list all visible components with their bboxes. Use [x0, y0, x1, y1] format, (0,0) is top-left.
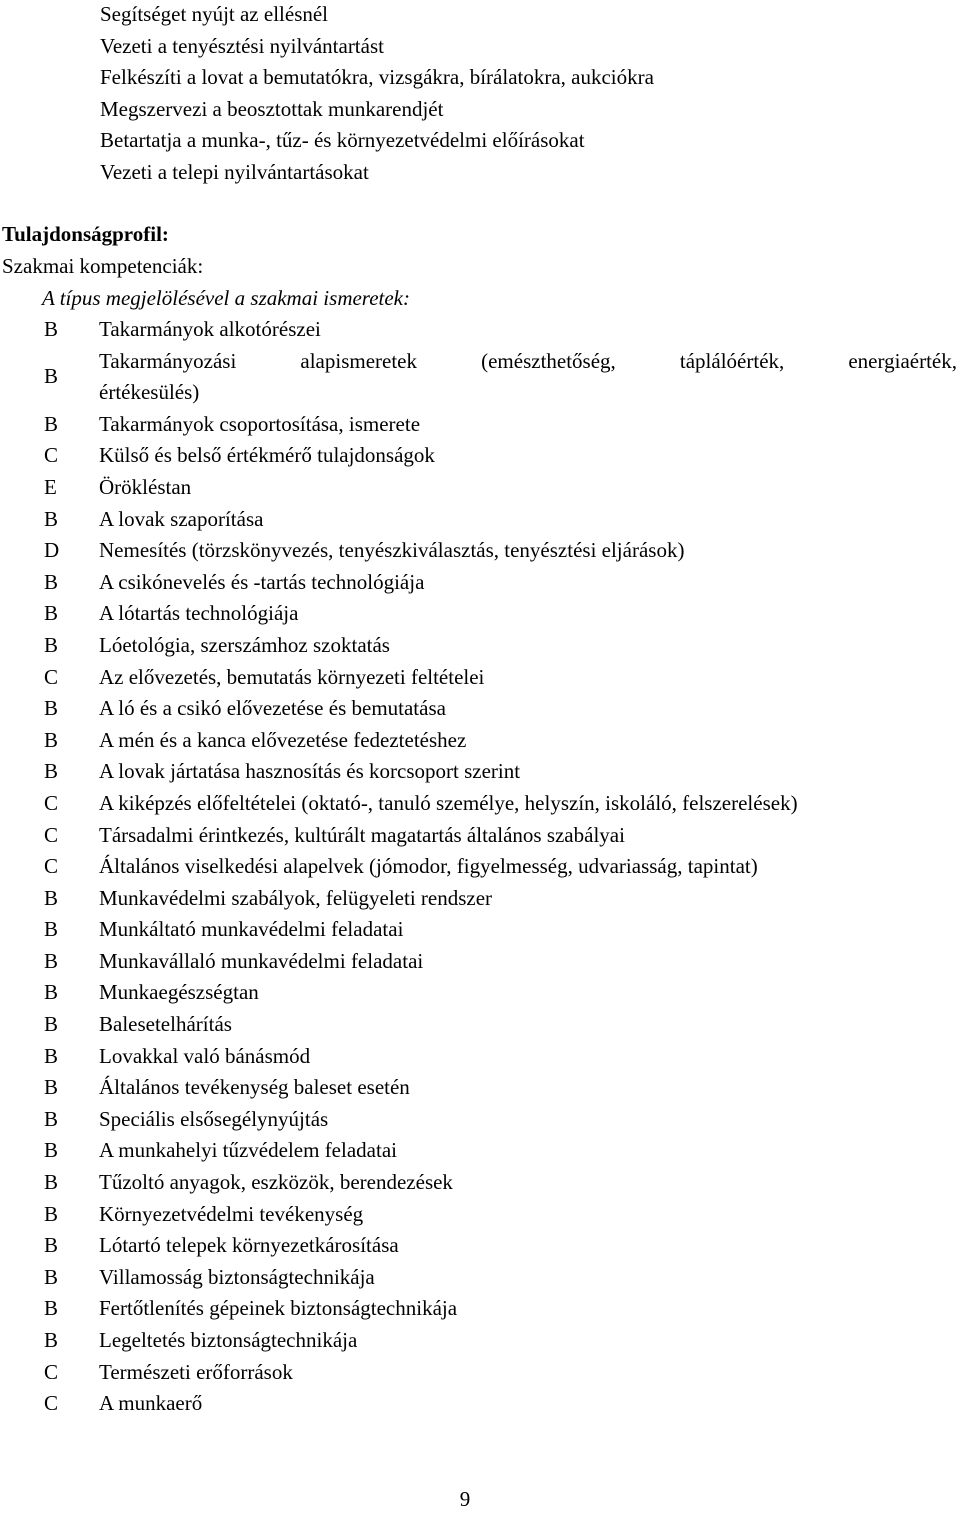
knowledge-row — [0, 725, 960, 757]
knowledge-text: Lóetológia, szerszámhoz szoktatás — [99, 632, 390, 657]
knowledge-text: Takarmányok csoportosítása, ismerete — [99, 411, 421, 436]
knowledge-level: E — [44, 474, 57, 499]
knowledge-level: B — [44, 1138, 59, 1163]
knowledge-level: C — [44, 1391, 59, 1416]
knowledge-text: A csikónevelés és -tartás technológiája — [99, 569, 425, 594]
knowledge-text: Nemesítés (törzskönyvezés, tenyészkiválasztás, tenyésztési eljárások) — [99, 538, 685, 563]
knowledge-level: B — [44, 980, 59, 1005]
knowledge-text: A munkahelyi tűzvédelem feladatai — [99, 1138, 397, 1163]
knowledge-text: Általános viselkedési alapelvek (jómodor, figyelmesség, udvariasság, tapintat) — [99, 854, 758, 879]
knowledge-level: C — [44, 790, 59, 815]
knowledge-list — [0, 314, 960, 1420]
knowledge-text: Legeltetés biztonságtechnikája — [99, 1328, 358, 1352]
competencies-label: Szakmai kompetenciák: — [2, 254, 204, 278]
knowledge-text: Külső és belső értékmérő tulajdonságok — [99, 443, 435, 468]
knowledge-row — [0, 567, 960, 599]
knowledge-level: B — [44, 632, 59, 657]
knowledge-text: Munkavállaló munkavédelmi feladatai — [99, 948, 424, 973]
knowledge-row — [0, 346, 960, 409]
knowledge-row — [0, 1262, 960, 1294]
knowledge-level: B — [44, 1264, 59, 1289]
knowledge-text: Örökléstan — [99, 474, 192, 499]
knowledge-level: B — [44, 1106, 59, 1131]
knowledge-text: Természeti erőforrások — [99, 1359, 293, 1384]
knowledge-text: Az elővezetés, bemutatás környezeti feltételei — [99, 664, 485, 689]
knowledge-row — [0, 977, 960, 1009]
knowledge-level: B — [44, 727, 59, 752]
duty-line: Betartatja a munka-, tűz- és környezetvédelmi előírásokat — [100, 128, 585, 153]
knowledge-row — [0, 662, 960, 694]
knowledge-row — [0, 409, 960, 441]
knowledge-row — [0, 1135, 960, 1167]
knowledge-text: Villamosság biztonságtechnikája — [99, 1264, 375, 1289]
knowledge-level: B — [44, 1233, 59, 1258]
knowledge-level: C — [44, 1359, 59, 1384]
knowledge-text: A lótartás technológiája — [99, 601, 299, 626]
knowledge-row — [0, 1041, 960, 1073]
knowledge-level: B — [44, 601, 59, 626]
duty-line: Segítséget nyújt az ellésnél — [100, 2, 329, 26]
duty-line: Vezeti a tenyésztési nyilvántartást — [100, 33, 384, 58]
knowledge-text: Munkaegészségtan — [99, 980, 259, 1005]
knowledge-text: Munkavédelmi szabályok, felügyeleti rendszer — [99, 885, 493, 910]
knowledge-level: B — [44, 1075, 59, 1100]
duty-list — [100, 0, 950, 189]
knowledge-row — [0, 598, 960, 630]
knowledge-text: Munkáltató munkavédelmi feladatai — [99, 917, 404, 942]
knowledge-row — [0, 1199, 960, 1231]
knowledge-row — [0, 1104, 960, 1136]
knowledge-text: Takarmányok alkotórészei — [99, 317, 321, 341]
knowledge-row — [0, 1388, 960, 1420]
knowledge-row — [0, 1230, 960, 1262]
knowledge-row — [0, 1009, 960, 1041]
knowledge-level: B — [44, 759, 59, 784]
knowledge-text: A munkaerő — [99, 1391, 203, 1416]
knowledge-text: Takarmányozási alapismeretek (emészthetőség, táplálóérték, energiaérték, — [99, 348, 957, 373]
knowledge-level: B — [44, 506, 59, 531]
knowledge-row — [0, 630, 960, 662]
knowledge-level: B — [44, 569, 59, 594]
knowledge-text: Speciális elsősegélynyújtás — [99, 1106, 329, 1131]
knowledge-level: C — [44, 822, 59, 847]
knowledge-text-continued: értékesülés) — [99, 380, 200, 405]
knowledge-level: B — [44, 1328, 59, 1352]
duty-line: Megszervezi a beosztottak munkarendjét — [100, 96, 444, 121]
profile-heading: Tulajdonságprofil: — [2, 222, 169, 246]
knowledge-text: A mén és a kanca elővezetése fedeztetéshez — [99, 727, 467, 752]
page-number: 9 — [459, 1487, 471, 1511]
knowledge-row — [0, 504, 960, 536]
knowledge-text: Társadalmi érintkezés, kultúrált magatartás általános szabályai — [99, 822, 625, 847]
knowledge-row — [0, 472, 960, 504]
knowledge-level: C — [44, 664, 59, 689]
knowledge-text: Tűzoltó anyagok, eszközök, berendezések — [99, 1170, 453, 1195]
knowledge-text: Környezetvédelmi tevékenység — [99, 1201, 364, 1226]
knowledge-row — [0, 1293, 960, 1325]
knowledge-row — [0, 946, 960, 978]
knowledge-text: A lovak szaporítása — [99, 506, 264, 531]
knowledge-row — [0, 1072, 960, 1104]
knowledge-text: Balesetelhárítás — [99, 1012, 232, 1037]
knowledge-text: Általános tevékenység baleset esetén — [99, 1075, 410, 1100]
knowledge-text: Lovakkal való bánásmód — [99, 1043, 311, 1068]
knowledge-level: C — [44, 443, 59, 468]
knowledge-level: B — [44, 885, 59, 910]
knowledge-level: B — [44, 364, 59, 389]
knowledge-level: B — [44, 411, 59, 436]
knowledge-row — [0, 1357, 960, 1389]
knowledge-level: D — [44, 538, 60, 563]
knowledge-row — [0, 914, 960, 946]
knowledge-level: B — [44, 1296, 59, 1321]
knowledge-row — [0, 756, 960, 788]
knowledge-row — [0, 788, 960, 820]
knowledge-row — [0, 535, 960, 567]
knowledge-level: B — [44, 917, 59, 942]
knowledge-level: B — [44, 317, 59, 341]
duty-line: Vezeti a telepi nyilvántartásokat — [100, 159, 369, 184]
knowledge-text: Lótartó telepek környezetkárosítása — [99, 1233, 399, 1258]
knowledge-text: A ló és a csikó elővezetése és bemutatása — [99, 696, 446, 721]
knowledge-level: B — [44, 1170, 59, 1195]
duty-line: Felkészíti a lovat a bemutatókra, vizsgákra, bírálatokra, aukciókra — [100, 65, 654, 90]
knowledge-level: B — [44, 1012, 59, 1037]
knowledge-text: A lovak jártatása hasznosítás és korcsoport szerint — [99, 759, 521, 784]
knowledge-text: A kiképzés előfeltételei (oktató-, tanuló személye, helyszín, iskoláló, felszerelések) — [99, 790, 798, 815]
knowledge-level: B — [44, 1043, 59, 1068]
knowledge-row — [0, 440, 960, 472]
knowledge-intro: A típus megjelölésével a szakmai ismeretek: — [42, 286, 410, 310]
knowledge-row — [0, 1167, 960, 1199]
knowledge-row — [0, 314, 960, 346]
knowledge-level: B — [44, 1201, 59, 1226]
knowledge-level: C — [44, 854, 59, 879]
knowledge-level: B — [44, 948, 59, 973]
knowledge-row — [0, 820, 960, 852]
knowledge-text: Fertőtlenítés gépeinek biztonságtechnikája — [99, 1296, 458, 1321]
knowledge-row — [0, 851, 960, 883]
knowledge-row — [0, 1325, 960, 1357]
knowledge-row — [0, 693, 960, 725]
knowledge-level: B — [44, 696, 59, 721]
knowledge-row — [0, 883, 960, 915]
